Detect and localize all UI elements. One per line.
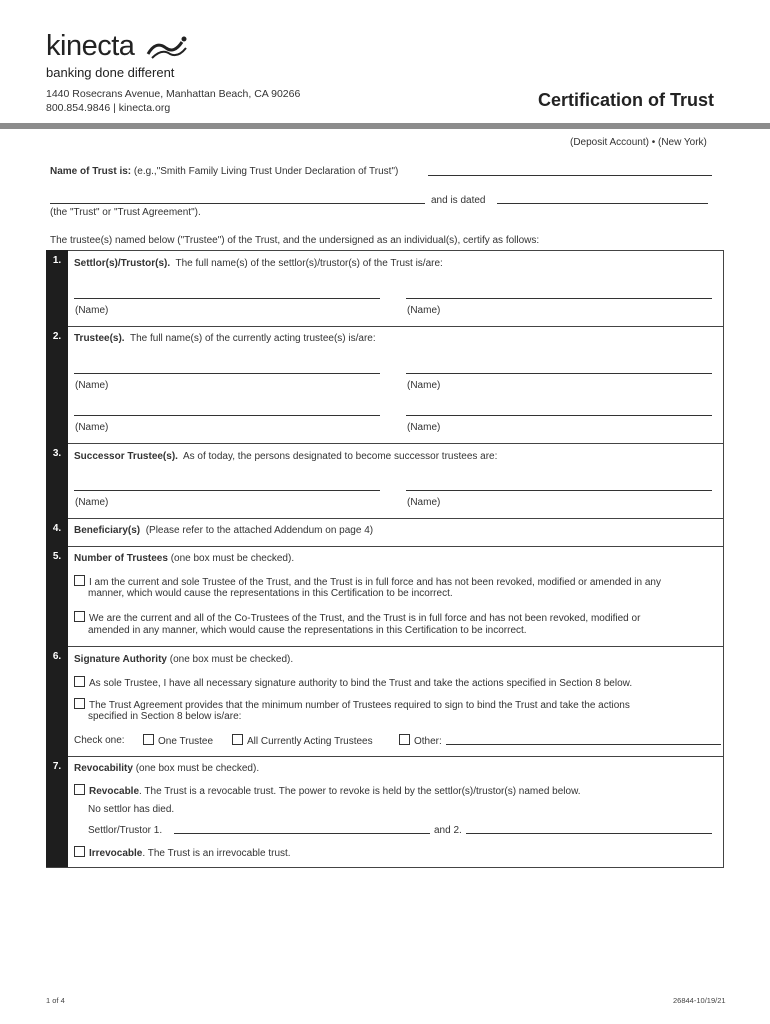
revocable-option[interactable]: Revocable. The Trust is a revocable trust. The power to revoke is held by the settlor(s)/trustor(s) named below. bbox=[74, 784, 581, 797]
header-divider bbox=[0, 123, 770, 129]
settlor-2-label: and 2. bbox=[434, 825, 462, 836]
name-caption: (Name) bbox=[75, 497, 109, 508]
co-trustees-option-cont: amended in any manner, which would cause the representations in this Certification to be incorrect. bbox=[88, 625, 527, 636]
agreement-authority-checkbox[interactable] bbox=[74, 698, 85, 709]
sole-trustee-option[interactable]: I am the current and sole Trustee of the Trust, and the Trust is in full force and has not been revoked, modified or amended in any bbox=[74, 575, 661, 588]
trust-date-field[interactable] bbox=[497, 203, 708, 204]
certify-text: The trustee(s) named below ("Trustee") of the Trust, and the undersigned as an individual(s), certify as follows: bbox=[50, 235, 540, 246]
page-title: Certification of Trust bbox=[538, 90, 715, 110]
trustee-name-field-1[interactable] bbox=[74, 373, 380, 374]
agreement-authority-cont: specified in Section 8 below is/are: bbox=[88, 711, 242, 722]
sole-trustee-checkbox[interactable] bbox=[74, 575, 85, 586]
section-6-number: 6. bbox=[46, 646, 68, 756]
brand-tagline: banking done different bbox=[46, 65, 175, 80]
trust-name-field-2[interactable] bbox=[50, 203, 425, 204]
trust-name-label: Name of Trust is: (e.g.,"Smith Family Living Trust Under Declaration of Trust") bbox=[50, 166, 399, 177]
trustee-name-field-4[interactable] bbox=[406, 415, 712, 416]
name-caption: (Name) bbox=[75, 305, 109, 316]
co-trustees-option[interactable]: We are the current and all of the Co-Trustees of the Trust, and the Trust is in full force and has not been revoked, modified or bbox=[74, 611, 640, 624]
section-4-number: 4. bbox=[46, 518, 68, 546]
co-trustees-checkbox[interactable] bbox=[74, 611, 85, 622]
contact-line: 800.854.9846 | kinecta.org bbox=[46, 102, 171, 114]
section-7-number: 7. bbox=[46, 756, 68, 867]
sole-authority-checkbox[interactable] bbox=[74, 676, 85, 687]
name-caption: (Name) bbox=[75, 422, 109, 433]
form-code: 26844-10/19/21 bbox=[673, 996, 726, 1005]
name-caption: (Name) bbox=[75, 380, 109, 391]
section-3-heading: Successor Trustee(s). As of today, the persons designated to become successor trustees are: bbox=[74, 451, 498, 462]
brand-mark-icon bbox=[146, 34, 190, 60]
address bbox=[46, 87, 300, 115]
no-settlor-text: No settlor has died. bbox=[88, 804, 175, 815]
irrevocable-option[interactable]: Irrevocable. The Trust is an irrevocable trust. bbox=[74, 846, 291, 859]
section-1-heading: Settlor(s)/Trustor(s). The full name(s) of the settlor(s)/trustor(s) of the Trust is/are: bbox=[74, 258, 443, 269]
all-trustees-checkbox[interactable] bbox=[232, 734, 243, 745]
check-one-label: Check one: bbox=[74, 735, 125, 746]
settlor-name-field-1[interactable] bbox=[74, 298, 380, 299]
name-caption: (Name) bbox=[407, 380, 441, 391]
sole-trustee-option-cont: manner, which would cause the representations in this Certification to be incorrect. bbox=[88, 588, 453, 599]
revocable-checkbox[interactable] bbox=[74, 784, 85, 795]
section-7-heading: Revocability (one box must be checked). bbox=[74, 763, 260, 774]
settlor-1-label: Settlor/Trustor 1. bbox=[88, 825, 163, 836]
trustee-name-field-2[interactable] bbox=[406, 373, 712, 374]
section-2-heading: Trustee(s). The full name(s) of the currently acting trustee(s) is/are: bbox=[74, 333, 376, 344]
one-trustee-option[interactable]: One Trustee bbox=[143, 734, 213, 747]
other-checkbox[interactable] bbox=[399, 734, 410, 745]
other-field[interactable] bbox=[446, 744, 721, 745]
all-trustees-option[interactable]: All Currently Acting Trustees bbox=[232, 734, 373, 747]
trust-name-field[interactable] bbox=[428, 175, 712, 176]
successor-name-field-1[interactable] bbox=[74, 490, 380, 491]
section-5-heading: Number of Trustees (one box must be checked). bbox=[74, 553, 295, 564]
successor-name-field-2[interactable] bbox=[406, 490, 712, 491]
section-6-heading: Signature Authority (one box must be checked). bbox=[74, 654, 294, 665]
other-option[interactable]: Other: bbox=[399, 734, 442, 747]
trust-ref: (the "Trust" or "Trust Agreement"). bbox=[50, 207, 201, 218]
trustee-name-field-3[interactable] bbox=[74, 415, 380, 416]
sole-authority-option[interactable]: As sole Trustee, I have all necessary signature authority to bind the Trust and take the actions specified in Section 8 below. bbox=[74, 676, 632, 689]
name-caption: (Name) bbox=[407, 497, 441, 508]
section-5-number: 5. bbox=[46, 546, 68, 646]
settlor-2-field[interactable] bbox=[466, 833, 712, 834]
subtitle: (Deposit Account) • (New York) bbox=[570, 137, 707, 148]
agreement-authority-option[interactable]: The Trust Agreement provides that the minimum number of Trustees required to sign to bind the Trust and take the actions bbox=[74, 698, 630, 711]
settlor-1-field[interactable] bbox=[174, 833, 430, 834]
section-3-number: 3. bbox=[46, 443, 68, 518]
address-line: 1440 Rosecrans Avenue, Manhattan Beach, CA 90266 bbox=[46, 88, 301, 100]
section-2-number: 2. bbox=[46, 326, 68, 443]
page-number: 1 of 4 bbox=[46, 996, 65, 1005]
name-caption: (Name) bbox=[407, 305, 441, 316]
brand-logo: kinecta bbox=[46, 30, 135, 62]
irrevocable-checkbox[interactable] bbox=[74, 846, 85, 857]
settlor-name-field-2[interactable] bbox=[406, 298, 712, 299]
section-4-heading: Beneficiary(s) (Please refer to the attached Addendum on page 4) bbox=[74, 525, 374, 536]
name-caption: (Name) bbox=[407, 422, 441, 433]
one-trustee-checkbox[interactable] bbox=[143, 734, 154, 745]
dated-label: and is dated bbox=[431, 195, 486, 206]
section-1-number: 1. bbox=[46, 250, 68, 326]
